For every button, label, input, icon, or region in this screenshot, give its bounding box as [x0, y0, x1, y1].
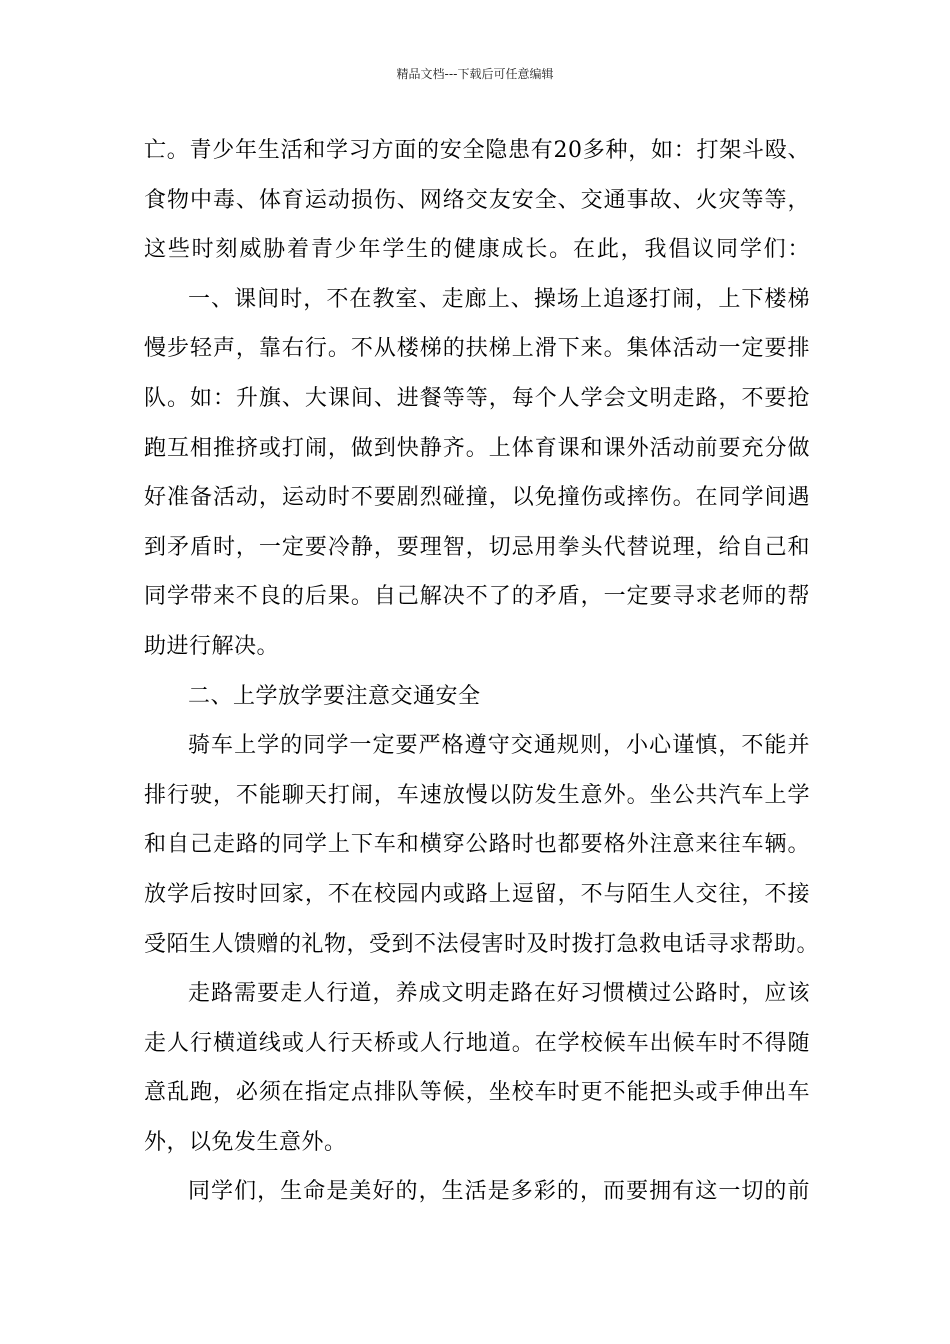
paragraph-start-line: 走路需要走人行道，养成文明走路在好习惯横过公路时，应该 — [188, 981, 810, 1007]
text-line: 受陌生人馈赠的礼物，受到不法侵害时及时拨打急救电话寻求帮助。 — [144, 931, 820, 957]
paragraph-start-line: 骑车上学的同学一定要严格遵守交通规则，小心谨慎，不能并 — [188, 733, 810, 759]
text-line: 和自己走路的同学上下车和横穿公路时也都要格外注意来往车辆。 — [144, 832, 810, 858]
text-line: 同学带来不良的后果。自己解决不了的矛盾，一定要寻求老师的帮 — [144, 584, 810, 610]
text-line: 亡。青少年生活和学习方面的安全隐患有20多种，如：打架斗殴、 — [144, 138, 810, 163]
paragraph-end-line: 助进行解决。 — [144, 633, 280, 659]
text-line: 排行驶，不能聊天打闹，车速放慢以防发生意外。坐公共汽车上学 — [144, 782, 810, 808]
paragraph-start-line: 同学们，生命是美好的，生活是多彩的，而要拥有这一切的前 — [188, 1179, 810, 1205]
text-line: 到矛盾时，一定要冷静，要理智，切忌用拳头代替说理，给自己和 — [144, 534, 810, 560]
text-line: 好准备活动，运动时不要剧烈碰撞，以免撞伤或摔伤。在同学间遇 — [144, 485, 810, 511]
text-line: 放学后按时回家，不在校园内或路上逗留，不与陌生人交往，不接 — [144, 881, 810, 907]
text-line: 食物中毒、体育运动损伤、网络交友安全、交通事故、火灾等等， — [144, 187, 810, 213]
page-header: 精品文档---下载后可任意编辑 — [396, 67, 554, 81]
paragraph-end-line: 外，以免发生意外。 — [144, 1129, 347, 1155]
document-body — [144, 126, 820, 1217]
section-heading: 二、上学放学要注意交通安全 — [188, 683, 481, 709]
text-line: 跑互相推挤或打闹，做到快静齐。上体育课和课外活动前要充分做 — [144, 435, 810, 461]
text-line: 这些时刻威胁着青少年学生的健康成长。在此，我倡议同学们： — [144, 237, 810, 263]
paragraph-start-line: 一、课间时，不在教室、走廊上、操场上追逐打闹，上下楼梯 — [188, 286, 810, 312]
text-line: 意乱跑，必须在指定点排队等候，坐校车时更不能把头或手伸出车 — [144, 1080, 810, 1106]
text-line: 慢步轻声，靠右行。不从楼梯的扶梯上滑下来。集体活动一定要排 — [144, 336, 810, 362]
text-line: 走人行横道线或人行天桥或人行地道。在学校候车出候车时不得随 — [144, 1030, 810, 1056]
text-line: 队。如：升旗、大课间、进餐等等，每个人学会文明走路，不要抢 — [144, 385, 810, 411]
